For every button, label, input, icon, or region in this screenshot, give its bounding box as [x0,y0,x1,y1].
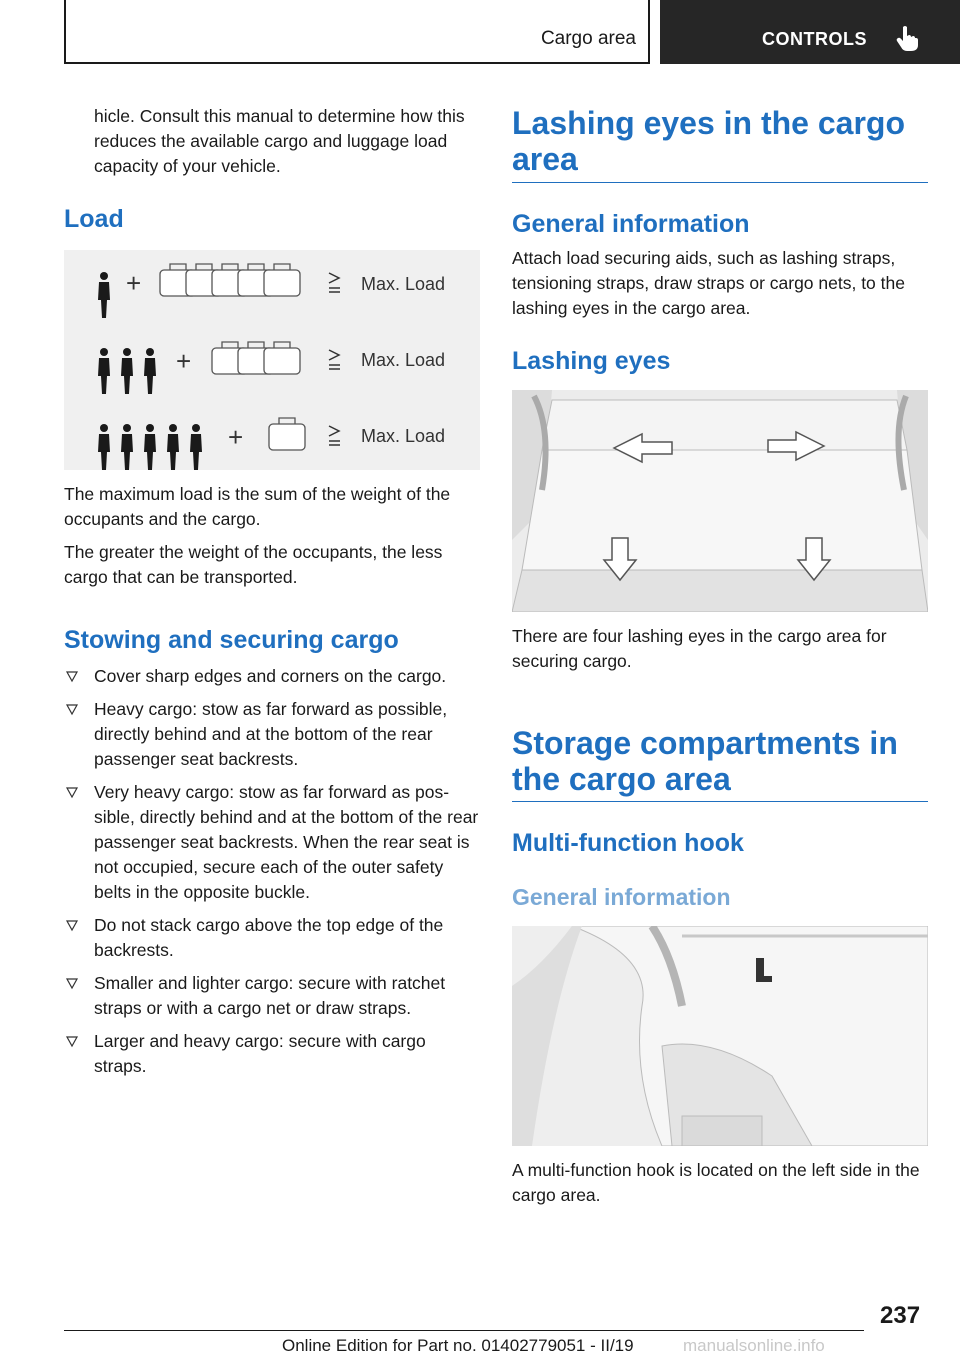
title-rule [512,801,928,802]
lashing-eyes-heading: Lashing eyes [512,347,671,375]
triangle-bullet-icon [64,780,80,805]
load-paragraph-1: The maximum load is the sum of the weight of the occupants and the cargo. [64,484,451,529]
pointing-hand-icon [896,25,918,51]
cargo-area-illustration [512,390,928,612]
hook-illustration [512,926,928,1146]
load-diagram-graphic [64,250,480,470]
bullet-item: Cover sharp edges and corners on the cargo. [64,664,480,689]
stowing-heading: Stowing and securing cargo [64,626,399,654]
triangle-bullet-icon [64,664,80,689]
load-heading: Load [64,205,124,233]
max-load-label-2: Max. Load [361,350,446,370]
general-info-paragraph: Attach load securing aids, such as lashing straps, tensioning straps, draw straps or cargo nets, to the lashing eyes in the cargo area. [512,248,905,318]
title-rule [512,182,928,183]
stowing-bullet-list [64,664,480,1087]
max-load-label-1: Max. Load [361,274,446,294]
max-load-label-3: Max. Load [361,426,446,446]
hook-general-info-subheading: General information [512,884,731,910]
footer-edition: Online Edition for Part no. 01402779051 - II/19 [282,1336,634,1355]
lashing-eyes-photo [512,390,928,612]
lashing-eyes-paragraph: There are four lashing eyes in the cargo area for securing cargo. [512,626,887,671]
bullet-item: Larger and heavy cargo: secure with cargo straps. [64,1029,480,1079]
triangle-bullet-icon [64,913,80,938]
footer-rule [64,1330,864,1331]
load-paragraph-2: The greater the weight of the occupants, the less cargo that can be transported. [64,542,443,587]
bullet-item: Heavy cargo: stow as far forward as possible, directly behind and at the bottom of the rear passenger seat backrests. [64,697,480,772]
watermark: manualsonline.info [683,1336,825,1355]
triangle-bullet-icon [64,971,80,996]
intro-paragraph: hicle. Consult this manual to determine how this reduces the available cargo and luggage load capacity of your vehicle. [94,106,465,176]
triangle-bullet-icon [64,697,80,722]
storage-compartments-title: Storage compartments in the cargo area [512,725,898,797]
header-section-box [64,0,650,64]
svg-text:+: + [228,422,244,452]
load-row-3 [98,418,445,470]
lashing-eyes-title: Lashing eyes in the cargo area [512,105,905,177]
header-chapter-tab [660,0,960,64]
bullet-item: Smaller and lighter cargo: secure with ratchet straps or with a cargo net or draw straps. [64,971,480,1021]
general-info-heading: General information [512,210,750,238]
multi-function-hook-photo [512,926,928,1146]
triangle-bullet-icon [64,1029,80,1054]
svg-text:+: + [126,268,142,298]
load-row-2 [98,342,445,394]
page-number: 237 [880,1302,921,1329]
bullet-item: Very heavy cargo: stow as far forward as pos‐sible, directly behind and at the bottom of the rear passenger seat backrests. When the rear seat is not occupied, secure each of the outer safety belts in the opposite buckle. [64,780,480,905]
header-section-title: Cargo area [540,28,636,49]
header-chapter-title: CONTROLS [762,29,867,49]
load-row-1 [98,264,445,318]
hook-paragraph: A multi-function hook is located on the left side in the cargo area. [512,1160,920,1205]
load-diagram [64,250,480,470]
bullet-item: Do not stack cargo above the top edge of the backrests. [64,913,480,963]
multi-function-hook-heading: Multi-function hook [512,829,744,857]
svg-text:+: + [176,346,192,376]
